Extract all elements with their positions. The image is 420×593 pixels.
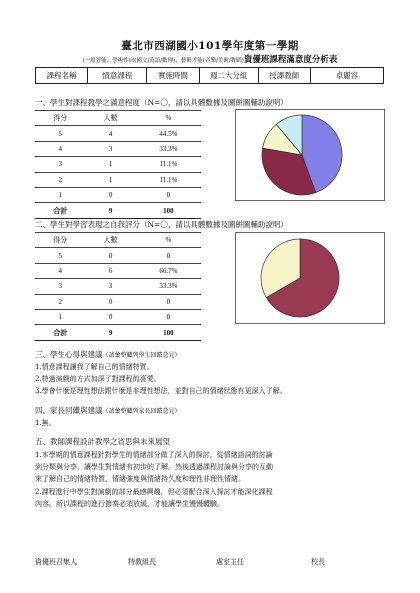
paragraph-line: 1.情意課程讓我了解自己的情緒特質。	[35, 363, 154, 371]
section4-title: 四、家長回饋與建議	[35, 406, 103, 415]
section3-title: 三、學生心得與建議	[35, 350, 103, 359]
cell: 2	[35, 172, 85, 187]
section1-table	[35, 110, 201, 219]
cell: 2	[35, 294, 85, 309]
paragraph-line: 內容。所以課程的進行節奏必須放緩，才能讓學生慢慢體驗。	[35, 499, 224, 508]
course-label: 課程名稱	[36, 68, 88, 84]
document-subtitle	[30, 53, 390, 65]
cell: 1	[35, 187, 85, 202]
paragraph-line: 2.課程進行中學生對演劇的部分最感興趣，但必須配合深入探討才能深化課程	[35, 487, 273, 496]
cell: 11.1%	[136, 157, 201, 172]
cell: 1	[85, 157, 135, 172]
cell: 6	[85, 263, 135, 278]
cell: 0	[85, 248, 135, 263]
cell: 4	[85, 126, 135, 141]
section4-note: （請彙整臚列家長回饋意見）	[102, 408, 181, 415]
paragraph-line: 1.無。	[35, 419, 56, 427]
paragraph-line: 1.本學期的情意課程針對學生的情緒部分做了深入的探討。從情緒語詞的討論	[35, 451, 273, 459]
cell: 0	[136, 248, 201, 263]
cell: 0	[136, 187, 201, 202]
cell: 1	[85, 172, 135, 187]
table-row	[35, 279, 201, 294]
section4-content	[35, 417, 390, 429]
time-value: 週二大分組	[199, 68, 258, 84]
cell: 3	[85, 279, 135, 294]
paragraph-line: 到分類與分享，讓學生對情緒有初步的了解。然後透過課程討論與分享的互動	[35, 463, 273, 472]
cell: 4	[35, 141, 85, 156]
header-percent: %	[136, 233, 201, 248]
cell: 100	[136, 325, 201, 340]
course-info-table	[35, 67, 384, 84]
cell: 0	[85, 294, 135, 309]
cell: 44.5%	[136, 126, 201, 141]
cell: 5	[35, 126, 85, 141]
section3-content	[35, 361, 390, 398]
section1-heading: 一、學生對課程教學之滿意程度（N=〇，請以具體數據及圖餅圖輔助說明）	[35, 98, 288, 107]
document-title: 臺北市西湖國小101學年度第一學期	[121, 40, 299, 52]
paragraph-line: 2.特過演戲的方式加深了對課程的喜愛。	[35, 375, 161, 384]
section4-heading	[35, 405, 181, 416]
subtitle-main: 資優班課程滿意度分析表	[243, 55, 338, 65]
cell: 100	[136, 203, 201, 218]
table-row	[35, 309, 201, 324]
paragraph-line: 來了解自己的情緒特質、情緒強度與情緒持久度和理性非理性情緒。	[35, 475, 245, 484]
header-percent: %	[136, 111, 201, 126]
time-label: 實施時間	[147, 68, 199, 84]
table-total-row	[35, 325, 201, 340]
section2-heading: 二、學生對學習表現之自我評分（N=〇，請以具體數據及圖餅圖輔助說明）	[35, 220, 288, 229]
table-row	[35, 248, 201, 263]
signature-principal: 校長	[311, 558, 325, 566]
signature-office-director: 處室主任	[216, 558, 244, 566]
section3-heading	[35, 349, 181, 360]
teacher-label: 授課教師	[258, 68, 310, 84]
table-row	[35, 126, 201, 141]
cell: 0	[85, 309, 135, 324]
header-count: 人數	[85, 233, 135, 248]
section5-heading: 五、教師課程設計教學之省思與未來展望	[35, 437, 170, 446]
section2-table	[35, 232, 201, 341]
header-count: 人數	[85, 111, 135, 126]
cell: 0	[136, 294, 201, 309]
cell: 0	[85, 187, 135, 202]
cell: 33.3%	[136, 141, 201, 156]
cell: 合計	[35, 203, 85, 218]
teacher-value: 卓麗容	[310, 68, 383, 84]
cell: 1	[35, 309, 85, 324]
table-header-row	[35, 111, 201, 126]
section3-note: （請彙整臚列學生回饋意見）	[102, 352, 181, 359]
cell: 5	[35, 248, 85, 263]
cell: 3	[35, 279, 85, 294]
section5-content	[35, 449, 390, 510]
pie-chart-2	[235, 232, 385, 324]
signature-coordinator: 資優班召集人	[35, 558, 77, 566]
cell: 3	[35, 157, 85, 172]
table-row	[35, 187, 201, 202]
table-row	[35, 294, 201, 309]
pie-chart-1	[235, 109, 385, 201]
header-score: 得分	[35, 233, 85, 248]
course-value: 情意課程	[88, 68, 147, 84]
cell: 33.3%	[136, 279, 201, 294]
paragraph-line: 3.學會什麼是理性想法跟什麼是非理性想法，並對自己的情緒狀態有更深入了解。	[35, 387, 287, 396]
cell: 11.1%	[136, 172, 201, 187]
table-row	[35, 263, 201, 278]
cell: 9	[85, 325, 135, 340]
table-row	[35, 157, 201, 172]
table-header-row	[35, 233, 201, 248]
table-total-row	[35, 203, 201, 218]
signature-special-ed-head: 特教組長	[128, 558, 156, 566]
cell: 9	[85, 203, 135, 218]
cell: 3	[85, 141, 135, 156]
pie-chart-2-svg	[236, 233, 386, 325]
cell: 66.7%	[136, 263, 201, 278]
pie-chart-1-svg	[236, 110, 386, 202]
table-row	[35, 172, 201, 187]
subtitle-categories: (一般智能、學術性向(國文/英語/數理)、藝術才能(音樂/美術/舞蹈)	[82, 58, 244, 64]
table-row	[35, 141, 201, 156]
header-score: 得分	[35, 111, 85, 126]
cell: 合計	[35, 325, 85, 340]
cell: 4	[35, 263, 85, 278]
cell: 0	[136, 309, 201, 324]
